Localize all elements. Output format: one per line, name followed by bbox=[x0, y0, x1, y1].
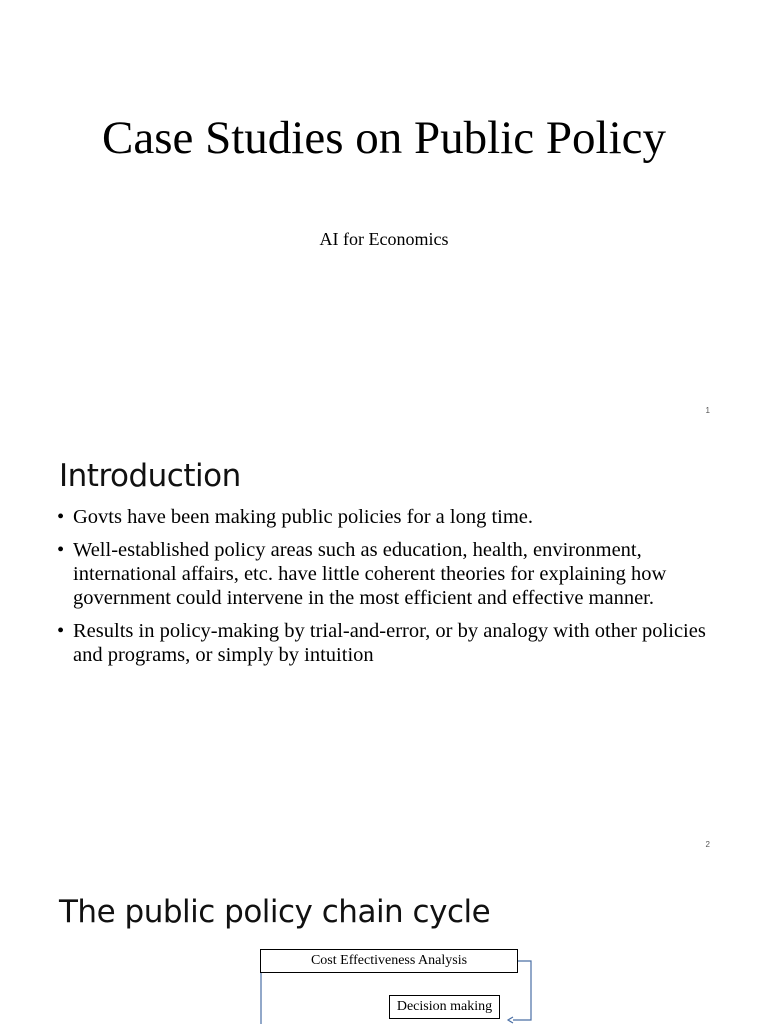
cost-effectiveness-box: Cost Effectiveness Analysis bbox=[260, 949, 518, 973]
presentation-subtitle: AI for Economics bbox=[319, 229, 449, 249]
bullet-item bbox=[57, 505, 717, 529]
bullet-list bbox=[57, 505, 717, 676]
bullet-text: Results in policy-making by trial-and-error, or by analogy with other policies and programs, or simply by intuition bbox=[73, 620, 706, 666]
page-number: 1 bbox=[705, 406, 710, 415]
bullet-marker: • bbox=[57, 539, 65, 561]
slide-heading: The public policy chain cycle bbox=[59, 894, 491, 930]
slide-policy-cycle bbox=[0, 864, 768, 1024]
slide-introduction bbox=[0, 432, 768, 864]
slide-title bbox=[0, 0, 768, 432]
bullet-item bbox=[57, 619, 717, 667]
arrowhead bbox=[508, 1017, 513, 1023]
bullet-item bbox=[57, 538, 717, 610]
presentation-title: Case Studies on Public Policy bbox=[102, 112, 666, 164]
bullet-text: Well-established policy areas such as education, health, environment, international affairs, etc. have little coherent theories for explaining how government could intervene in the most efficient and effective manner. bbox=[73, 539, 667, 609]
bullet-text: Govts have been making public policies for a long time. bbox=[73, 506, 533, 528]
decision-making-box: Decision making bbox=[389, 995, 500, 1019]
slide-heading: Introduction bbox=[59, 458, 241, 494]
bullet-marker: • bbox=[57, 620, 65, 642]
page-number: 2 bbox=[705, 840, 710, 849]
flow-diagram bbox=[0, 864, 768, 1024]
bullet-marker: • bbox=[57, 506, 65, 528]
